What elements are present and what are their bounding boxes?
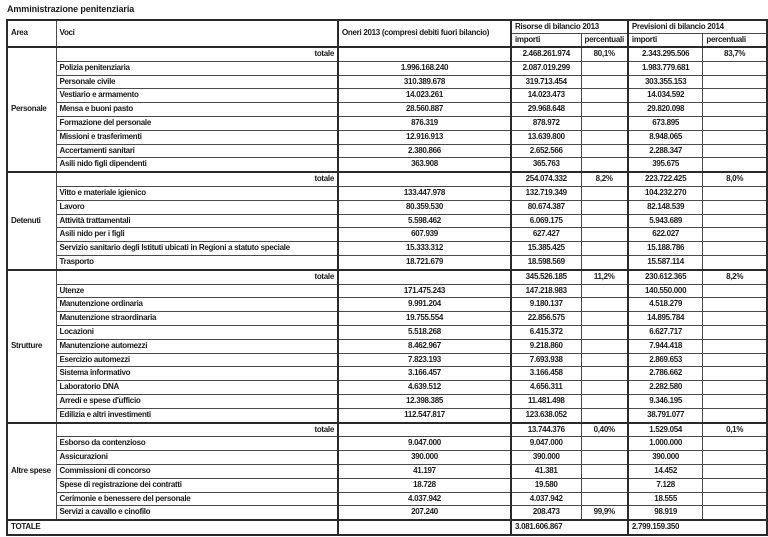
importi-2013-cell: 319.713.454 xyxy=(511,75,581,89)
importi-2014-cell: 15.587.114 xyxy=(628,255,703,269)
budget-table-body xyxy=(7,47,767,535)
oneri-2013-cell: 133.447.978 xyxy=(338,186,511,200)
percentuali-2014-cell: 8,2% xyxy=(703,270,767,284)
importi-2014-cell: 7.128 xyxy=(628,478,703,492)
importi-2013-cell: 7.693.938 xyxy=(511,353,581,367)
importi-2014-cell: 230.612.365 xyxy=(628,270,703,284)
percentuali-2014-cell: 8,0% xyxy=(703,172,767,186)
percentuali-2014-cell xyxy=(703,312,767,326)
column-header-importi-2013: importi xyxy=(511,34,581,48)
importi-2013-cell: 2.468.261.974 xyxy=(511,47,581,61)
voci-cell: Trasporto xyxy=(56,255,338,269)
percentuali-2013-cell xyxy=(581,186,628,200)
percentuali-2014-cell xyxy=(703,464,767,478)
percentuali-2013-cell xyxy=(581,353,628,367)
oneri-2013-cell: 9.991.204 xyxy=(338,298,511,312)
grand-importi-2014-cell: 2.799.159.350 xyxy=(628,520,767,535)
percentuali-2014-cell xyxy=(703,478,767,492)
percentuali-2013-cell xyxy=(581,478,628,492)
importi-2013-cell: 4.656.311 xyxy=(511,381,581,395)
importi-2014-cell: 14.452 xyxy=(628,464,703,478)
table-row xyxy=(7,353,767,367)
oneri-2013-cell xyxy=(338,172,511,186)
percentuali-2014-cell xyxy=(703,298,767,312)
table-row xyxy=(7,298,767,312)
oneri-2013-cell: 28.560.887 xyxy=(338,103,511,117)
voci-cell: Lavoro xyxy=(56,200,338,214)
table-row xyxy=(7,61,767,75)
oneri-2013-cell: 310.389.678 xyxy=(338,75,511,89)
area-cell: Detenuti xyxy=(7,172,56,270)
importi-2014-cell: 7.944.418 xyxy=(628,339,703,353)
importi-2013-cell: 18.598.569 xyxy=(511,255,581,269)
percentuali-2013-cell xyxy=(581,116,628,130)
importi-2014-cell: 622.027 xyxy=(628,228,703,242)
oneri-2013-cell: 876.319 xyxy=(338,116,511,130)
table-row xyxy=(7,186,767,200)
percentuali-2013-cell xyxy=(581,284,628,298)
percentuali-2014-cell xyxy=(703,130,767,144)
oneri-2013-cell: 12.916.913 xyxy=(338,130,511,144)
voci-cell: Commissioni di concorso xyxy=(56,464,338,478)
voci-cell: Spese di registrazione dei contratti xyxy=(56,478,338,492)
column-header-area: Area xyxy=(7,20,56,47)
importi-2013-cell: 254.074.332 xyxy=(511,172,581,186)
importi-2013-cell: 15.385.425 xyxy=(511,242,581,256)
voci-cell: Vitto e materiale igienico xyxy=(56,186,338,200)
importi-2014-cell: 2.786.662 xyxy=(628,367,703,381)
importi-2013-cell: 345.526.185 xyxy=(511,270,581,284)
column-header-previsioni-2014: Previsioni di bilancio 2014 xyxy=(628,20,767,34)
importi-2014-cell: 82.148.539 xyxy=(628,200,703,214)
percentuali-2014-cell xyxy=(703,242,767,256)
percentuali-2013-cell xyxy=(581,367,628,381)
percentuali-2014-cell xyxy=(703,186,767,200)
percentuali-2013-cell xyxy=(581,75,628,89)
importi-2014-cell: 18.555 xyxy=(628,492,703,506)
oneri-2013-cell: 12.398.385 xyxy=(338,394,511,408)
area-cell: Strutture xyxy=(7,270,56,423)
importi-2013-cell: 19.580 xyxy=(511,478,581,492)
importi-2013-cell: 208.473 xyxy=(511,506,581,520)
percentuali-2013-cell xyxy=(581,381,628,395)
column-header-importi-2014: importi xyxy=(628,34,703,48)
importi-2014-cell: 390.000 xyxy=(628,451,703,465)
oneri-2013-cell: 207.240 xyxy=(338,506,511,520)
importi-2014-cell: 14.895.784 xyxy=(628,312,703,326)
importi-2013-cell: 9.180.137 xyxy=(511,298,581,312)
page-title: Amministrazione penitenziaria xyxy=(7,4,135,14)
percentuali-2014-cell xyxy=(703,408,767,422)
percentuali-2013-cell xyxy=(581,214,628,228)
grand-total-label-cell: TOTALE xyxy=(7,520,338,535)
importi-2013-cell: 365.763 xyxy=(511,158,581,172)
totale-label-cell: totale xyxy=(56,172,338,186)
importi-2014-cell: 395.675 xyxy=(628,158,703,172)
importi-2013-cell: 147.218.983 xyxy=(511,284,581,298)
oneri-2013-cell: 4.037.942 xyxy=(338,492,511,506)
oneri-2013-cell: 2.380.866 xyxy=(338,144,511,158)
percentuali-2013-cell xyxy=(581,492,628,506)
budget-table xyxy=(6,19,768,536)
percentuali-2014-cell: 0,1% xyxy=(703,423,767,437)
percentuali-2014-cell xyxy=(703,255,767,269)
oneri-2013-cell: 8.462.967 xyxy=(338,339,511,353)
percentuali-2013-cell xyxy=(581,394,628,408)
table-row xyxy=(7,339,767,353)
importi-2014-cell: 4.518.279 xyxy=(628,298,703,312)
importi-2014-cell: 223.722.425 xyxy=(628,172,703,186)
voci-cell: Esercizio automezzi xyxy=(56,353,338,367)
percentuali-2013-cell xyxy=(581,200,628,214)
importi-2013-cell: 627.427 xyxy=(511,228,581,242)
oneri-2013-cell: 112.547.817 xyxy=(338,408,511,422)
oneri-2013-cell: 19.755.554 xyxy=(338,312,511,326)
percentuali-2013-cell: 11,2% xyxy=(581,270,628,284)
importi-2014-cell: 5.943.689 xyxy=(628,214,703,228)
voci-cell: Sistema informativo xyxy=(56,367,338,381)
oneri-2013-cell: 4.639.512 xyxy=(338,381,511,395)
percentuali-2014-cell xyxy=(703,228,767,242)
percentuali-2013-cell: 0,40% xyxy=(581,423,628,437)
voci-cell: Cerimonie e benessere del personale xyxy=(56,492,338,506)
oneri-2013-cell: 5.518.268 xyxy=(338,325,511,339)
table-row xyxy=(7,130,767,144)
percentuali-2013-cell xyxy=(581,103,628,117)
importi-2013-cell: 13.744.376 xyxy=(511,423,581,437)
voci-cell: Arredi e spese d'ufficio xyxy=(56,394,338,408)
percentuali-2014-cell xyxy=(703,89,767,103)
importi-2014-cell: 104.232.270 xyxy=(628,186,703,200)
column-header-voci: Voci xyxy=(56,20,338,47)
percentuali-2013-cell xyxy=(581,298,628,312)
voci-cell: Servizi a cavallo e cinofilo xyxy=(56,506,338,520)
percentuali-2013-cell xyxy=(581,437,628,451)
table-row xyxy=(7,520,767,535)
importi-2014-cell: 6.627.717 xyxy=(628,325,703,339)
percentuali-2013-cell: 99,9% xyxy=(581,506,628,520)
importi-2014-cell: 14.034.592 xyxy=(628,89,703,103)
percentuali-2013-cell xyxy=(581,242,628,256)
percentuali-2014-cell xyxy=(703,367,767,381)
table-row xyxy=(7,284,767,298)
oneri-2013-cell: 80.359.530 xyxy=(338,200,511,214)
importi-2013-cell: 123.638.052 xyxy=(511,408,581,422)
table-row xyxy=(7,367,767,381)
percentuali-2014-cell xyxy=(703,144,767,158)
oneri-2013-cell: 3.166.457 xyxy=(338,367,511,381)
importi-2013-cell: 390.000 xyxy=(511,451,581,465)
table-row xyxy=(7,423,767,437)
area-cell: Personale xyxy=(7,47,56,172)
table-row xyxy=(7,47,767,61)
importi-2014-cell: 2.288.347 xyxy=(628,144,703,158)
table-row xyxy=(7,312,767,326)
oneri-2013-cell: 363.908 xyxy=(338,158,511,172)
importi-2014-cell: 8.948.065 xyxy=(628,130,703,144)
percentuali-2014-cell: 83,7% xyxy=(703,47,767,61)
importi-2013-cell: 80.674.387 xyxy=(511,200,581,214)
voci-cell: Utenze xyxy=(56,284,338,298)
percentuali-2014-cell xyxy=(703,61,767,75)
oneri-2013-cell xyxy=(338,47,511,61)
voci-cell: Formazione del personale xyxy=(56,116,338,130)
voci-cell: Locazioni xyxy=(56,325,338,339)
voci-cell: Polizia penitenziaria xyxy=(56,61,338,75)
table-row xyxy=(7,478,767,492)
oneri-2013-cell: 5.598.462 xyxy=(338,214,511,228)
percentuali-2013-cell: 80,1% xyxy=(581,47,628,61)
percentuali-2014-cell xyxy=(703,451,767,465)
percentuali-2014-cell xyxy=(703,116,767,130)
importi-2013-cell: 3.166.458 xyxy=(511,367,581,381)
voci-cell: Manutenzione ordinaria xyxy=(56,298,338,312)
table-row xyxy=(7,89,767,103)
importi-2013-cell: 2.652.566 xyxy=(511,144,581,158)
percentuali-2013-cell xyxy=(581,408,628,422)
percentuali-2013-cell xyxy=(581,89,628,103)
voci-cell: Vestiario e armamento xyxy=(56,89,338,103)
oneri-2013-cell: 18.728 xyxy=(338,478,511,492)
importi-2013-cell: 2.087.019.299 xyxy=(511,61,581,75)
oneri-2013-cell: 18.721.679 xyxy=(338,255,511,269)
percentuali-2014-cell xyxy=(703,284,767,298)
importi-2014-cell: 38.791.077 xyxy=(628,408,703,422)
percentuali-2014-cell xyxy=(703,103,767,117)
importi-2014-cell: 1.529.054 xyxy=(628,423,703,437)
oneri-2013-cell: 41.197 xyxy=(338,464,511,478)
voci-cell: Manutenzione straordinaria xyxy=(56,312,338,326)
importi-2013-cell: 6.415.372 xyxy=(511,325,581,339)
voci-cell: Esborso da contenzioso xyxy=(56,437,338,451)
area-cell: Altre spese xyxy=(7,423,56,521)
table-row xyxy=(7,506,767,520)
importi-2013-cell: 4.037.942 xyxy=(511,492,581,506)
percentuali-2013-cell xyxy=(581,451,628,465)
voci-cell: Attività trattamentali xyxy=(56,214,338,228)
grand-importi-2013-cell: 3.081.606.867 xyxy=(511,520,628,535)
table-row xyxy=(7,492,767,506)
voci-cell: Assicurazioni xyxy=(56,451,338,465)
percentuali-2013-cell: 8,2% xyxy=(581,172,628,186)
importi-2014-cell: 2.282.580 xyxy=(628,381,703,395)
voci-cell: Servizio sanitario degli Istituti ubicati in Regioni a statuto speciale xyxy=(56,242,338,256)
importi-2014-cell: 2.869.653 xyxy=(628,353,703,367)
column-header-risorse-2013: Risorse di bilancio 2013 xyxy=(511,20,628,34)
percentuali-2014-cell xyxy=(703,353,767,367)
table-row xyxy=(7,116,767,130)
table-row xyxy=(7,103,767,117)
importi-2013-cell: 878.972 xyxy=(511,116,581,130)
oneri-2013-cell: 7.823.193 xyxy=(338,353,511,367)
table-row xyxy=(7,228,767,242)
voci-cell: Asili nido figli dipendenti xyxy=(56,158,338,172)
column-header-oneri-2013: Oneri 2013 (compresi debiti fuori bilancio) xyxy=(338,20,511,47)
importi-2013-cell: 29.968.648 xyxy=(511,103,581,117)
table-row xyxy=(7,200,767,214)
percentuali-2014-cell xyxy=(703,394,767,408)
oneri-2013-cell: 171.475.243 xyxy=(338,284,511,298)
importi-2013-cell: 22.856.575 xyxy=(511,312,581,326)
importi-2013-cell: 41.381 xyxy=(511,464,581,478)
percentuali-2014-cell xyxy=(703,381,767,395)
importi-2013-cell: 13.639.800 xyxy=(511,130,581,144)
voci-cell: Accertamenti sanitari xyxy=(56,144,338,158)
column-header-percentuali-2013: percentuali xyxy=(581,34,628,48)
percentuali-2013-cell xyxy=(581,61,628,75)
importi-2013-cell: 9.218.860 xyxy=(511,339,581,353)
table-row xyxy=(7,381,767,395)
importi-2014-cell: 29.820.098 xyxy=(628,103,703,117)
table-row xyxy=(7,451,767,465)
oneri-2013-cell: 15.333.312 xyxy=(338,242,511,256)
table-row xyxy=(7,437,767,451)
percentuali-2013-cell xyxy=(581,130,628,144)
percentuali-2014-cell xyxy=(703,437,767,451)
table-row xyxy=(7,158,767,172)
table-row xyxy=(7,172,767,186)
table-row xyxy=(7,464,767,478)
percentuali-2014-cell xyxy=(703,214,767,228)
importi-2013-cell: 14.023.473 xyxy=(511,89,581,103)
percentuali-2013-cell xyxy=(581,228,628,242)
percentuali-2013-cell xyxy=(581,158,628,172)
table-row xyxy=(7,408,767,422)
totale-label-cell: totale xyxy=(56,423,338,437)
voci-cell: Missioni e trasferimenti xyxy=(56,130,338,144)
percentuali-2014-cell xyxy=(703,325,767,339)
importi-2014-cell: 1.000.000 xyxy=(628,437,703,451)
importi-2014-cell: 673.895 xyxy=(628,116,703,130)
oneri-2013-cell xyxy=(338,270,511,284)
column-header-percentuali-2014: percentuali xyxy=(703,34,767,48)
table-row xyxy=(7,242,767,256)
importi-2014-cell: 303.355.153 xyxy=(628,75,703,89)
importi-2014-cell: 1.983.779.681 xyxy=(628,61,703,75)
percentuali-2013-cell xyxy=(581,144,628,158)
percentuali-2014-cell xyxy=(703,492,767,506)
voci-cell: Asili nido per i figli xyxy=(56,228,338,242)
percentuali-2013-cell xyxy=(581,312,628,326)
importi-2014-cell: 9.346.195 xyxy=(628,394,703,408)
voci-cell: Mensa e buoni pasto xyxy=(56,103,338,117)
table-row xyxy=(7,394,767,408)
percentuali-2014-cell xyxy=(703,506,767,520)
importi-2014-cell: 140.550.000 xyxy=(628,284,703,298)
totale-label-cell: totale xyxy=(56,270,338,284)
table-row xyxy=(7,144,767,158)
table-row xyxy=(7,255,767,269)
percentuali-2013-cell xyxy=(581,325,628,339)
voci-cell: Personale civile xyxy=(56,75,338,89)
percentuali-2014-cell xyxy=(703,339,767,353)
voci-cell: Manutenzione automezzi xyxy=(56,339,338,353)
table-row xyxy=(7,214,767,228)
oneri-2013-cell xyxy=(338,423,511,437)
totale-label-cell: totale xyxy=(56,47,338,61)
percentuali-2013-cell xyxy=(581,255,628,269)
oneri-2013-cell: 607.939 xyxy=(338,228,511,242)
oneri-2013-cell: 390.000 xyxy=(338,451,511,465)
percentuali-2014-cell xyxy=(703,200,767,214)
oneri-2013-cell: 1.996.168.240 xyxy=(338,61,511,75)
table-row xyxy=(7,325,767,339)
voci-cell: Laboratorio DNA xyxy=(56,381,338,395)
oneri-2013-cell: 14.023.261 xyxy=(338,89,511,103)
importi-2013-cell: 6.069.175 xyxy=(511,214,581,228)
importi-2014-cell: 15.188.786 xyxy=(628,242,703,256)
percentuali-2013-cell xyxy=(581,339,628,353)
oneri-2013-cell xyxy=(338,520,511,535)
oneri-2013-cell: 9.047.000 xyxy=(338,437,511,451)
percentuali-2014-cell xyxy=(703,75,767,89)
percentuali-2014-cell xyxy=(703,158,767,172)
importi-2013-cell: 9.047.000 xyxy=(511,437,581,451)
percentuali-2013-cell xyxy=(581,464,628,478)
importi-2014-cell: 98.919 xyxy=(628,506,703,520)
importi-2013-cell: 132.719.349 xyxy=(511,186,581,200)
importi-2014-cell: 2.343.295.506 xyxy=(628,47,703,61)
importi-2013-cell: 11.481.498 xyxy=(511,394,581,408)
voci-cell: Edilizia e altri investimenti xyxy=(56,408,338,422)
table-row xyxy=(7,75,767,89)
table-row xyxy=(7,270,767,284)
